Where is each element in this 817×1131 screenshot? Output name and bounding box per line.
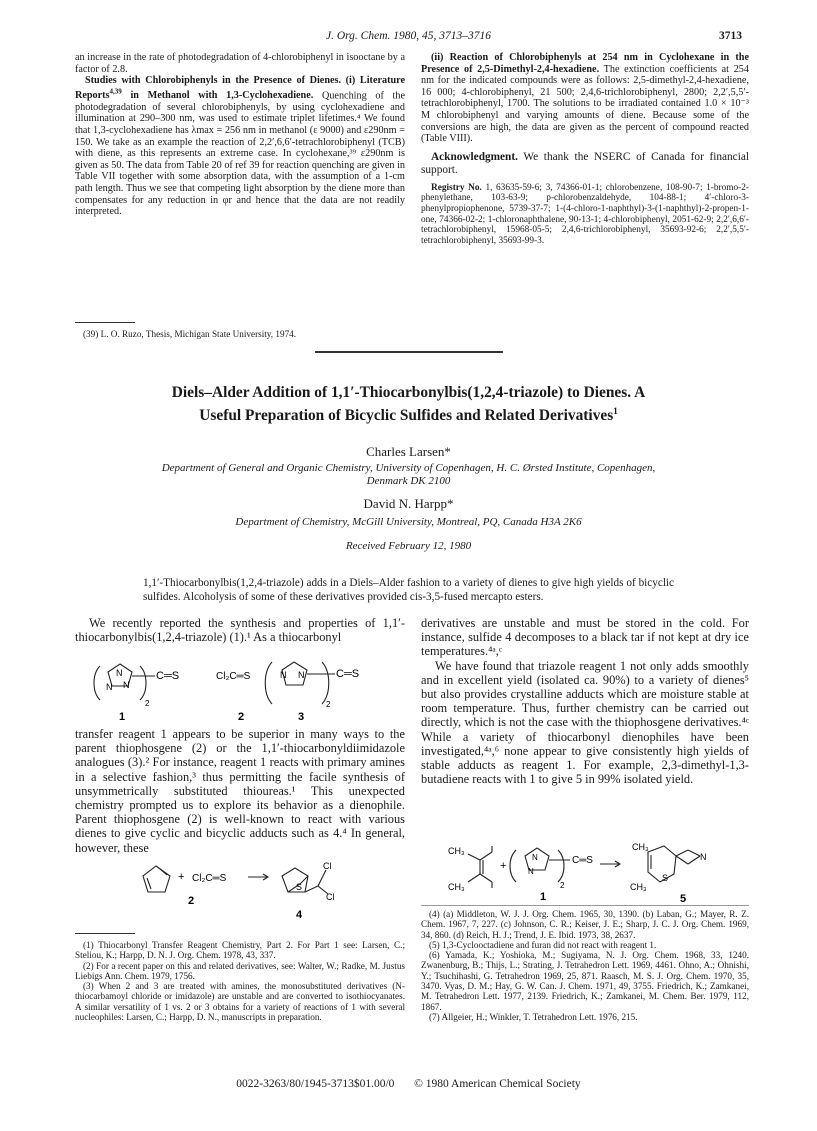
registry-numbers: Registry No. 1, 63635-59-6; 3, 74366-01-1; chlorobenzene, 108-90-7; 1-bromo-2-phenylethane, 103-63-9; p-chlorobenzaldehyde, 104-88-1; 4′-chloro-3-phenylpropiophenone, 5739-37-7; 1-(4-chloro-1-naphthyl)-3-(1-naphthyl)-2-propen-1-one, 74366-02-2; 1-chloronaphthalene, 90-13-1; 4-chlorobiphenyl, 2051-62-9; 2,2′,6,6′-tetrachlorobiphenyl, 15968-05-5; 2,4,6-trichlorobiphenyl, 35693-92-6; 2,2′,5,5′-tetrachlorobiphenyl, 35693-99-3. [421, 182, 749, 246]
footnotes-right [421, 909, 749, 1022]
rxn2-label-1: 1 [540, 891, 547, 903]
received-date: Received February 12, 1980 [345, 540, 472, 552]
rxn2-sub: 2 [560, 881, 565, 890]
acknowledgment: Acknowledgment. We thank the NSERC of Canada for financial support. [421, 150, 749, 176]
svg-text:N: N [298, 670, 305, 680]
svg-text:N: N [528, 867, 534, 876]
article-title: Diels–Alder Addition of 1,1′-Thiocarbonylbis(1,2,4-triazole) to Dienes. A Useful Preparation of Bicyclic Sulfides and Related Derivatives$^1$ [171, 384, 646, 425]
reaction-scheme-4 [140, 858, 370, 920]
footnote-4: (4) (a) Middleton, W. J. J. Org. Chem. 1965, 30, 1390. (b) Laban, G.; Mayer, R. Z. Chem. 1967, 7, 227. (c) Johnson, C. R.; Keiser, J. E.; Sharp, J. C. J. Org. Chem. 1969, 34, 860. (d) Reich, H. J.; Trend, J. E. Ibid. 1973, 38, 2637. [421, 909, 749, 940]
section-heading: Studies with Chlorobiphenyls in the Presence of Dienes. (i) Literature Reports$^{4,39}$ in Methanol with 1,3-Cyclohexadiene. [75, 75, 405, 102]
footnote-1: (1) Thiocarbonyl Transfer Reagent Chemistry, Part 2. For Part 1 see: Larsen, C.; Steliou, K.; Harpp, D. N. J. Org. Chem. 1978, 43, 337. [75, 940, 405, 961]
s1-cs: C═S [156, 670, 180, 682]
rxn2-ch3c: CH₃ [632, 842, 649, 852]
main-right-para-1: derivatives are unstable and must be stored in the cold. For instance, sulfide 4 decomposes to a black tar if not kept at dry ice temperatures.⁴ᵃ,ᶜ [421, 616, 749, 659]
main-right-column [421, 616, 749, 786]
page-number: 3713 [719, 30, 742, 42]
footnote-6: (6) Yamada, K.; Yoshioka, M.; Sugiyama, N. J. Org. Chem. 1968, 33, 1240. Zwanenburg, B.; Thijs, L.; Strating, J. Tetrahedron Lett. 1969, 4461. Ohno, A.; Ohnishi, Y.; Tsuchihashi, G. Tetrahedron 1969, 25, 871. Raasch, M. S. J. Org. Chem. 1970, 35, 3470. Vyas, D. M.; Hay, G. W. Can. J. Chem. 1971, 49, 3755. Friedrich, K.; Zamkanei, M. Tetrahedron Lett. 1977, 2139. Friedrich, K.; Zamkanei, M. Chem. Ber. 1979, 112, 1867. [421, 950, 749, 1012]
s3-sub: 2 [326, 700, 331, 709]
prev-paragraph-2: Studies with Chlorobiphenyls in the Presence of Dienes. (i) Literature Reports$^{4,39}$ in Methanol with 1,3-Cyclohexadiene. Quenching of the photodegradation of several chlorobiphenyls, by using cyclohexadiene and illumination at 290–300 nm, was used to estimate triplet lifetimes.⁴ We found that 1,3-cyclohexadiene has λmax = 256 nm in methanol (ε 9000) and ε290nm = 150. We take as an example the reaction of 2,2′,6,6′-tetrachlorobiphenyl (TCB) with diene, as this represents an extreme case. In cyclohexane,³⁹ ε290nm is given as 50. The data from Table 20 of ref 39 for reaction quenching are given in Table VII together with some absorption data, with the assumption of a 1-cm path length. Thus we see that competing light absorption by the diene more than compensates for any reduction in φr and hence that the data are not readily interpreted. [75, 75, 405, 218]
footnote-2: (2) For a recent paper on this and related derivatives, see: Walter, W.; Radke, M. Justus Liebigs Ann. Chem. 1979, 1756. [75, 960, 405, 981]
author-2: David N. Harpp* [363, 496, 454, 511]
rxn2-ch3a: CH₃ [448, 846, 465, 856]
svg-text:N: N [106, 682, 113, 692]
rxn1-cl2: Cl [326, 892, 335, 902]
main-left-para-1: We recently reported the synthesis and properties of 1,1′-thiocarbonylbis(1,2,4-triazole) (1).¹ As a thiocarbonyl [75, 616, 405, 645]
s2-formula: Cl₂C═S [216, 671, 251, 682]
footnote-7: (7) Allgeier, H.; Winkler, T. Tetrahedron Lett. 1976, 215. [429, 1011, 638, 1022]
rxn2-cs: C═S [572, 855, 593, 866]
copyright: © 1980 American Chemical Society [414, 1078, 581, 1090]
s1-n-atom: N [116, 668, 123, 678]
article-code: 0022-3263/80/1945-3713$01.00/0 [236, 1078, 395, 1090]
svg-text:N: N [280, 670, 287, 680]
label-1: 1 [119, 711, 126, 723]
label-2: 2 [238, 711, 245, 723]
label-3: 3 [298, 711, 305, 723]
main-right-para-2: We have found that triazole reagent 1 not only adds smoothly and in excellent yield (isolated ca. 90%) to a variety of dienes⁵ but also provides crystalline adducts which are moisture stable at room temperature. Thus, further chemistry can be carried out directly, which is not the case with the thiophosgene derivatives.⁴ᶜ While a variety of thiocarbonyl dienophiles have been investigated,⁴ᵃ,⁶ none appear to give consistently high yields of stable adducts as reagent 1. For example, 2,3-dimethyl-1,3-butadiene reacts with 1 to give 5 in 99% isolated yield. [421, 658, 749, 787]
author-1: Charles Larsen* [366, 444, 451, 459]
rxn2-ch3b: CH₃ [448, 882, 465, 892]
footnote-rule-left [75, 933, 135, 934]
rxn1-s: S [296, 882, 303, 892]
s3-cs: C═S [336, 668, 360, 680]
rxn2-plus: + [500, 860, 507, 872]
affiliation-1: Department of General and Organic Chemistry, University of Copenhagen, H. C. Ørsted Institute, Copenhagen, Denmark DK 2100 [161, 462, 656, 487]
s1-sub: 2 [145, 699, 150, 708]
rxn2-s: S [662, 873, 669, 883]
rxn1-label-4: 4 [296, 909, 303, 920]
svg-text:N: N [123, 680, 130, 690]
affiliation-2: Department of Chemistry, McGill University, Montreal, PQ, Canada H3A 2K6 [235, 516, 582, 528]
main-left-para-2: transfer reagent 1 appears to be superior in many ways to the parent thiophosgene (2) or the 1,1′-thiocarbonyldiimidazole analogues (3).² For instance, reagent 1 reacts with primary amines in a selective fashion,³ thus permitting the facile synthesis of unsymmetrically substituted thioureas.¹ This unexpected chemistry prompted us to explore its behavior as a dienophile. Parent thiophosgene (2) is well-known to react with various dienes to give cyclic and bicyclic adducts such as 4.⁴ In general, however, these [75, 727, 405, 855]
footnote-5: (5) 1,3-Cyclooctadiene and furan did not react with reagent 1. [429, 939, 657, 950]
footnotes-left [75, 940, 405, 1022]
rxn2-ch3d: CH₃ [630, 882, 647, 892]
rxn1-cl1: Cl [323, 861, 332, 871]
rxn2-n: N [700, 852, 707, 862]
journal-citation: J. Org. Chem. 1980, 45, 3713–3716 [325, 30, 492, 42]
abstract: 1,1′-Thiocarbonylbis(1,2,4-triazole) adds in a Diels–Alder fashion to a variety of dienes to give high yields of bicyclic sulfides. Alcoholysis of some of these derivatives provided cis-3,5-fused mercapto esters. [143, 577, 674, 603]
prev-article-right-column: (ii) Reaction of Chlorobiphenyls at 254 nm in Cyclohexane in the Presence of 2,5-Dimethyl-2,4-hexadiene. The extinction coefficients at 254 nm for the indicated compounds were as follows: 2,5-dimethyl-2,4-hexadiene, 16 000; 4-chlorobiphenyl, 21 500; 2,4,6-trichlorobiphenyl, 2800; 2,2′,5,5′-tetrachlorobiphenyl, 1700. The solutions to be irradiated contained 1.0 × 10⁻³ M chlorobiphenyl and varying amounts of diene. Because some of the conversions are high, the data are given as the percent of compound reacted (Table VIII). Acknowledgment. We thank the NSERC of Canada for financial support. Registry No. 1, 63635-59-6; 3, 74366-01-1; chlorobenzene, 108-90-7; 1-bromo-2-phenylethane, 103-63-9; p-chlorobenzaldehyde, 104-88-1; 4′-chloro-3-phenylpropiophenone, 5739-37-7; 1-(4-chloro-1-naphthyl)-3-(1-naphthyl)-2-propen-1-one, 74366-02-2; 1-chloronaphthalene, 90-13-1; 4-chlorobiphenyl, 2051-62-9; 2,2′,6,6′-tetrachlorobiphenyl, 15968-05-5; 2,4,6-trichlorobiphenyl, 35693-92-6; 2,2′,5,5′-tetrachlorobiphenyl, 35693-99-3. [421, 52, 749, 246]
section-heading-ii: (ii) Reaction of Chlorobiphenyls at 254 nm in Cyclohexane in the Presence of 2,5-Dimethyl-2,4-hexadiene. [421, 52, 749, 75]
prev-article-left-column [75, 52, 405, 218]
rxn1-plus: + [178, 871, 185, 883]
page-footer [0, 1078, 817, 1090]
svg-text:N: N [532, 853, 538, 862]
rxn1-reagent: Cl₂C═S [192, 873, 227, 884]
structures-1-2-3 [90, 648, 400, 724]
article-separator [315, 351, 503, 353]
footnote-rule-prev [75, 322, 135, 323]
prev-footnote-39: (39) L. O. Ruzo, Thesis, Michigan State University, 1974. [83, 329, 297, 339]
prev-paragraph-1: an increase in the rate of photodegradation of 4-chlorobiphenyl in isooctane by a factor of 2.8. [75, 52, 405, 75]
rxn2-label-5: 5 [680, 893, 687, 905]
reaction-scheme-5 [448, 838, 748, 910]
footnote-rule-right [421, 905, 749, 906]
rxn1-label-2: 2 [188, 895, 195, 907]
footnote-3: (3) When 2 and 3 are treated with amines, the monosubstituted derivatives (N-thiocarbamoyl chloride or imidazole) are unstable and are converted to isothiocyanates. A similar versatility of 1 vs. 2 or 3 obtains for a variety of reactions of 1 with several nucleophiles: Larsen, C.; Harpp, D. N., manuscripts in preparation. [75, 981, 405, 1023]
